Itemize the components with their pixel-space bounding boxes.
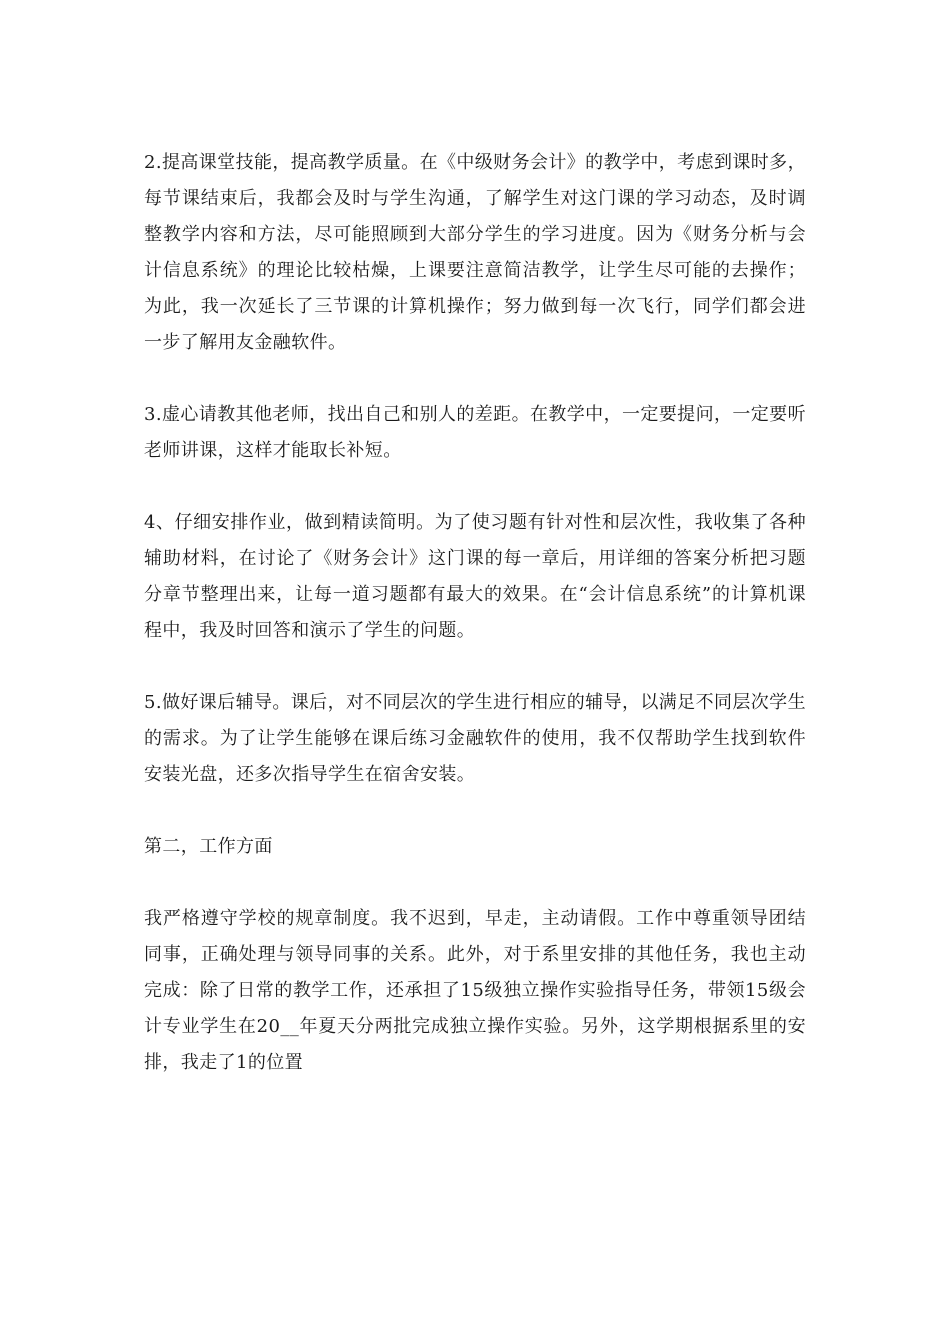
paragraph-item-2: 2.提高课堂技能，提高教学质量。在《中级财务会计》的教学中，考虑到课时多，每节课结束后，我都会及时与学生沟通，了解学生对这门课的学习动态，及时调整教学内容和方法，尽可能照顾到大部分学生的学习进度。因为《财务分析与会计信息系统》的理论比较枯燥，上课要注意简洁教学，让学生尽可能的去操作；为此，我一次延长了三节课的计算机操作；努力做到每一次飞行，同学们都会进一步了解用友金融软件。 [144, 152, 806, 353]
paragraph-item-4: 4、仔细安排作业，做到精读简明。为了使习题有针对性和层次性，我收集了各种辅助材料，在讨论了《财务会计》这门课的每一章后，用详细的答案分析把习题分章节整理出来，让每一道习题都有最大的效果。在“会计信息系统”的计算机课程中，我及时回答和演示了学生的问题。 [144, 512, 806, 641]
document-body [144, 145, 806, 1117]
section-heading: 第二，工作方面 [144, 836, 273, 857]
paragraph-item-5: 5.做好课后辅导。课后，对不同层次的学生进行相应的辅导，以满足不同层次学生的需求。为了让学生能够在课后练习金融软件的使用，我不仅帮助学生找到软件安装光盘，还多次指导学生在宿舍安装。 [144, 692, 806, 785]
work-paragraph: 我严格遵守学校的规章制度。我不迟到，早走，主动请假。工作中尊重领导团结同事，正确处理与领导同事的关系。此外，对于系里安排的其他任务，我也主动完成：除了日常的教学工作，还承担了15级独立操作实验指导任务，带领15级会计专业学生在20__年夏天分两批完成独立操作实验。另外，这学期根据系里的安排，我走了1的位置 [144, 908, 806, 1073]
paragraph-item-3: 3.虚心请教其他老师，找出自己和别人的差距。在教学中，一定要提问，一定要听老师讲课，这样才能取长补短。 [144, 404, 806, 461]
